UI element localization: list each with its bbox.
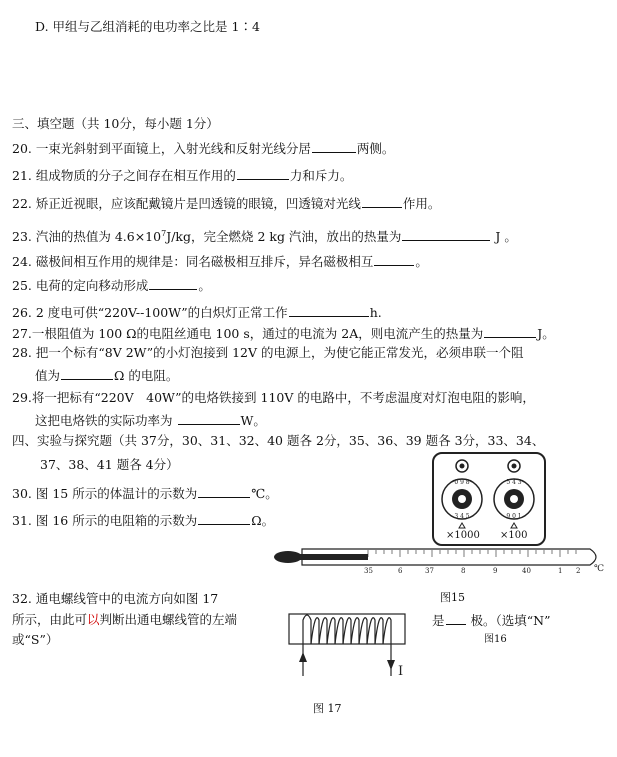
dial-right-label: ×100: [500, 530, 528, 541]
question-30: 30. 图 15 所示的体温计的示数为 ℃。: [12, 486, 278, 501]
dial-x100: [494, 479, 534, 528]
arrow-up-icon: [299, 652, 307, 662]
knob-left-terminal: [456, 460, 468, 472]
answer-blank[interactable]: [178, 411, 240, 425]
tick-label: 8: [461, 567, 466, 575]
question-32-answer: 是 极。（选填“N”: [432, 613, 551, 628]
section-4-title-cont: 37、38、41 题各 4分）: [40, 457, 179, 472]
tick-label: 6: [398, 567, 403, 575]
question-24: 24. 磁极间相互作用的规律是：同名磁极相互排斥，异名磁极相互 。: [12, 254, 428, 269]
question-27: 27.一根阻值为 100 Ω的电阻丝通电 100 s，通过的电流为 2A，则电流产生的热量为 J。: [12, 326, 555, 341]
svg-text:5 4 3: 5 4 3: [506, 479, 522, 486]
question-23: 23. 汽油的热值为 $4.6\times 10^7J/kg$，完全燃烧 2 kg 汽油，放出的热量为 J 。: [12, 229, 517, 245]
dial-left-label: ×1000: [446, 530, 480, 541]
svg-text:3 4 5: 3 4 5: [454, 513, 470, 520]
question-26: 26. 2 度电可供“220V--100W”的白炽灯正常工作 h.: [12, 305, 382, 320]
thermometer-unit: ℃: [594, 564, 605, 574]
question-32-cont: 所示，由此可以判断出通电螺线管的左端: [12, 612, 238, 627]
dial-x1000: [442, 479, 482, 528]
question-31: 31. 图 16 所示的电阻箱的示数为 Ω。: [12, 513, 275, 528]
question-25: 25. 电荷的定向移动形成 。: [12, 278, 211, 293]
thermometer-mercury: [298, 554, 368, 560]
tick-label: 40: [522, 567, 531, 575]
tick-label: 35: [364, 567, 373, 575]
solenoid-coil: [303, 615, 391, 646]
fig15-label: 图15: [440, 591, 465, 604]
question-28-cont: 值为 Ω 的电阻。: [35, 368, 179, 383]
current-label: I: [398, 664, 404, 679]
solenoid-figure: [285, 608, 415, 683]
section-3-title: 三、填空题（共 10分，每小题 1分）: [12, 116, 219, 131]
question-29: 29.将一把标有“220V 40W”的电烙铁接到 110V 的电路中，不考虑温度对灯泡电阻的影响，: [12, 390, 535, 405]
answer-blank[interactable]: [402, 227, 490, 241]
fig17-label: 图 17: [313, 702, 342, 715]
thermometer-scale: [368, 550, 576, 557]
thermometer-bulb: [274, 551, 302, 563]
svg-text:9 0 1: 9 0 1: [506, 513, 522, 520]
answer-blank[interactable]: [149, 276, 197, 290]
question-28: 28. 把一个标有“8V 2W”的小灯泡接到 12V 的电源上，为使它能正常发光，必须串联一个阻: [12, 345, 524, 360]
tick-label: 9: [493, 567, 498, 575]
tick-label: 1: [558, 567, 563, 575]
question-29-cont: 这把电烙铁的实际功率为 W。: [35, 413, 266, 428]
svg-text:0 9 8: 0 9 8: [454, 479, 470, 486]
answer-blank[interactable]: [198, 484, 250, 498]
answer-blank[interactable]: [362, 194, 402, 208]
option-d: D. 甲组与乙组消耗的电功率之比是 1∶4: [35, 19, 260, 34]
question-32: 32. 通电螺线管中的电流方向如图 17: [12, 591, 219, 606]
answer-blank[interactable]: [312, 139, 356, 153]
answer-blank[interactable]: [484, 324, 536, 338]
knob-right-terminal: [508, 460, 520, 472]
answer-blank[interactable]: [61, 366, 113, 380]
answer-blank[interactable]: [446, 611, 466, 625]
tick-label: 2: [576, 567, 581, 575]
tick-label: 37: [425, 567, 434, 575]
question-21: 21. 组成物质的分子之间存在相互作用的 力和斥力。: [12, 168, 353, 183]
thermometer-tick-labels: [364, 567, 580, 575]
arrow-down-icon: [387, 660, 395, 670]
thermometer-figure: [272, 545, 617, 577]
question-20: 20. 一束光斜射到平面镜上，入射光线和反射光线分居 两侧。: [12, 141, 395, 156]
question-32-cont2: 或“S”）: [12, 632, 59, 647]
question-22: 22. 矫正近视眼，应该配戴镜片是凹透镜的眼镜，凹透镜对光线 作用。: [12, 196, 441, 211]
answer-blank[interactable]: [289, 303, 369, 317]
answer-blank[interactable]: [237, 166, 289, 180]
answer-blank[interactable]: [374, 252, 414, 266]
section-4-title: 四、实验与探究题（共 37分，30、31、32、40 题各 2分，35、36、39 题各 3分，33、34、: [12, 433, 545, 448]
answer-blank[interactable]: [198, 511, 250, 525]
fig16-label: 图16: [484, 634, 507, 645]
